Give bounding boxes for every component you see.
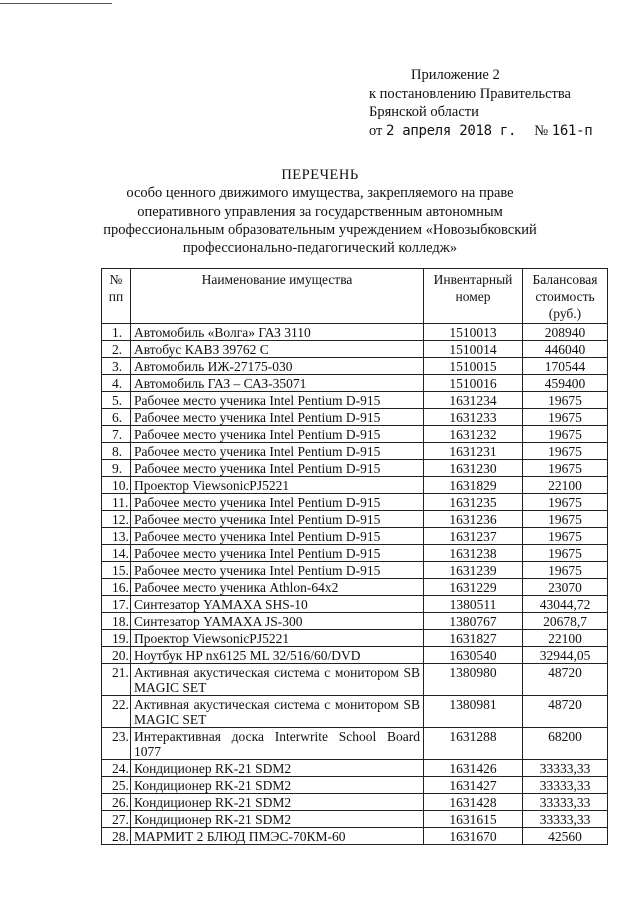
header-number xyxy=(102,269,131,324)
inventory-number-cell: 1380981 xyxy=(424,696,523,728)
property-table xyxy=(101,268,608,845)
inventory-number-cell: 1631427 xyxy=(424,777,523,794)
table-row xyxy=(102,794,608,811)
balance-cost-cell: 446040 xyxy=(523,341,608,358)
inventory-number-cell: 1631428 xyxy=(424,794,523,811)
document-subtitle-line-4: профессионально-педагогический колледж» xyxy=(182,240,458,257)
item-name-cell: МАРМИТ 2 БЛЮД ПМЭС-70КМ-60 xyxy=(131,828,424,845)
inventory-number-cell: 1510014 xyxy=(424,341,523,358)
header-cost-line-3: (руб.) xyxy=(548,306,582,321)
inventory-number-cell: 1631238 xyxy=(424,545,523,562)
inventory-number-cell: 1631233 xyxy=(424,409,523,426)
row-number-cell: 10. xyxy=(102,477,131,494)
inventory-number-cell: 1631231 xyxy=(424,443,523,460)
inventory-number-cell: 1631829 xyxy=(424,477,523,494)
item-name-cell: Рабочее место ученика Intel Pentium D-915 xyxy=(131,426,424,443)
balance-cost-cell: 43044,72 xyxy=(523,596,608,613)
item-name-cell: Автобус КАВЗ 39762 С xyxy=(131,341,424,358)
balance-cost-cell: 23070 xyxy=(523,579,608,596)
table-row xyxy=(102,630,608,647)
balance-cost-cell: 32944,05 xyxy=(523,647,608,664)
balance-cost-cell: 22100 xyxy=(523,630,608,647)
item-name-cell: Автомобиль ГАЗ – САЗ-35071 xyxy=(131,375,424,392)
table-row xyxy=(102,443,608,460)
balance-cost-cell: 19675 xyxy=(523,545,608,562)
table-row xyxy=(102,341,608,358)
table-row xyxy=(102,324,608,341)
item-name-cell: Проектор ViewsonicPJ5221 xyxy=(131,477,424,494)
item-name-cell: Автомобиль «Волга» ГАЗ 3110 xyxy=(131,324,424,341)
table-row xyxy=(102,511,608,528)
inventory-number-cell: 1510013 xyxy=(424,324,523,341)
table-row xyxy=(102,562,608,579)
row-number-cell: 12. xyxy=(102,511,131,528)
table-row xyxy=(102,613,608,630)
item-name-cell: Рабочее место ученика Intel Pentium D-915 xyxy=(131,392,424,409)
row-number-cell: 6. xyxy=(102,409,131,426)
item-name-cell: Синтезатор YAMAXA SHS-10 xyxy=(131,596,424,613)
document-subtitle-line-1: особо ценного движимого имущества, закрепляемого на праве xyxy=(126,185,514,202)
row-number-cell: 17. xyxy=(102,596,131,613)
inventory-number-cell: 1380980 xyxy=(424,664,523,696)
balance-cost-cell: 208940 xyxy=(523,324,608,341)
table-row xyxy=(102,728,608,760)
balance-cost-cell: 19675 xyxy=(523,528,608,545)
annex-region-line: Брянской области xyxy=(369,104,479,120)
item-name-cell: Рабочее место ученика Intel Pentium D-915 xyxy=(131,460,424,477)
balance-cost-cell: 20678,7 xyxy=(523,613,608,630)
balance-cost-cell: 33333,33 xyxy=(523,811,608,828)
inventory-number-cell: 1631235 xyxy=(424,494,523,511)
inventory-number-cell: 1510016 xyxy=(424,375,523,392)
document-heading: ПЕРЕЧЕНЬ xyxy=(281,167,359,183)
table-row xyxy=(102,647,608,664)
row-number-cell: 4. xyxy=(102,375,131,392)
balance-cost-cell: 48720 xyxy=(523,664,608,696)
annex-title: Приложение 2 xyxy=(411,67,500,83)
inventory-number-cell: 1630540 xyxy=(424,647,523,664)
table-row xyxy=(102,358,608,375)
header-inventory-number xyxy=(424,269,523,324)
item-name-cell: Ноутбук HP nx6125 ML 32/516/60/DVD xyxy=(131,647,424,664)
balance-cost-cell: 19675 xyxy=(523,409,608,426)
row-number-cell: 7. xyxy=(102,426,131,443)
row-number-cell: 19. xyxy=(102,630,131,647)
row-number-cell: 26. xyxy=(102,794,131,811)
header-inventory-line-2: номер xyxy=(455,289,491,304)
annex-date-handwritten: 2 апреля 2018 г. xyxy=(386,122,517,139)
table-row xyxy=(102,545,608,562)
annex-number-handwritten: 161-п xyxy=(551,122,593,139)
balance-cost-cell: 48720 xyxy=(523,696,608,728)
inventory-number-cell: 1631232 xyxy=(424,426,523,443)
table-row xyxy=(102,426,608,443)
document-subtitle-line-2: оперативного управления за государственным автономным xyxy=(137,203,503,220)
table-row xyxy=(102,375,608,392)
row-number-cell: 25. xyxy=(102,777,131,794)
inventory-number-cell: 1380767 xyxy=(424,613,523,630)
header-number-line-1: № xyxy=(109,272,123,287)
item-name-cell: Интерактивная доска Interwrite School Board 1077 xyxy=(131,728,424,760)
balance-cost-cell: 22100 xyxy=(523,477,608,494)
inventory-number-cell: 1631239 xyxy=(424,562,523,579)
balance-cost-cell: 68200 xyxy=(523,728,608,760)
balance-cost-cell: 19675 xyxy=(523,511,608,528)
table-row xyxy=(102,392,608,409)
balance-cost-cell: 33333,33 xyxy=(523,760,608,777)
balance-cost-cell: 19675 xyxy=(523,443,608,460)
table-row xyxy=(102,696,608,728)
row-number-cell: 5. xyxy=(102,392,131,409)
item-name-cell: Рабочее место ученика Athlon-64x2 xyxy=(131,579,424,596)
balance-cost-cell: 19675 xyxy=(523,494,608,511)
header-cost-line-2: стоимость xyxy=(535,289,595,304)
header-balance-cost xyxy=(523,269,608,324)
inventory-number-cell: 1631827 xyxy=(424,630,523,647)
row-number-cell: 9. xyxy=(102,460,131,477)
table-row xyxy=(102,579,608,596)
item-name-cell: Рабочее место ученика Intel Pentium D-915 xyxy=(131,443,424,460)
table-row xyxy=(102,596,608,613)
table-row xyxy=(102,409,608,426)
row-number-cell: 2. xyxy=(102,341,131,358)
item-name-cell: Кондиционер RK-21 SDM2 xyxy=(131,794,424,811)
annex-resolution-line: к постановлению Правительства xyxy=(369,85,571,102)
balance-cost-cell: 19675 xyxy=(523,392,608,409)
row-number-cell: 18. xyxy=(102,613,131,630)
inventory-number-cell: 1631236 xyxy=(424,511,523,528)
row-number-cell: 14. xyxy=(102,545,131,562)
inventory-number-cell: 1631288 xyxy=(424,728,523,760)
inventory-number-cell: 1631615 xyxy=(424,811,523,828)
row-number-cell: 11. xyxy=(102,494,131,511)
balance-cost-cell: 19675 xyxy=(523,460,608,477)
balance-cost-cell: 19675 xyxy=(523,562,608,579)
balance-cost-cell: 42560 xyxy=(523,828,608,845)
balance-cost-cell: 33333,33 xyxy=(523,777,608,794)
table-header-row xyxy=(102,269,608,324)
item-name-cell: Автомобиль ИЖ-27175-030 xyxy=(131,358,424,375)
table-row xyxy=(102,494,608,511)
table-row xyxy=(102,664,608,696)
table-row xyxy=(102,811,608,828)
row-number-cell: 21. xyxy=(102,664,131,696)
inventory-number-cell: 1631234 xyxy=(424,392,523,409)
table-row xyxy=(102,828,608,845)
header-cost-line-1: Балансовая xyxy=(532,272,598,287)
table-row xyxy=(102,477,608,494)
page-top-rule xyxy=(0,3,112,4)
item-name-cell: Рабочее место ученика Intel Pentium D-915 xyxy=(131,528,424,545)
item-name-cell: Рабочее место ученика Intel Pentium D-915 xyxy=(131,562,424,579)
item-name-cell: Синтезатор YAMAXA JS-300 xyxy=(131,613,424,630)
inventory-number-cell: 1510015 xyxy=(424,358,523,375)
annex-block xyxy=(369,66,639,140)
row-number-cell: 1. xyxy=(102,324,131,341)
row-number-cell: 27. xyxy=(102,811,131,828)
item-name-cell: Рабочее место ученика Intel Pentium D-915 xyxy=(131,494,424,511)
annex-date-line xyxy=(369,122,639,141)
row-number-cell: 16. xyxy=(102,579,131,596)
row-number-cell: 3. xyxy=(102,358,131,375)
balance-cost-cell: 170544 xyxy=(523,358,608,375)
annex-date-prefix: от xyxy=(369,122,383,139)
header-inventory-line-1: Инвентарный xyxy=(433,272,513,287)
annex-number-prefix: № xyxy=(534,122,549,139)
item-name-cell: Рабочее место ученика Intel Pentium D-915 xyxy=(131,545,424,562)
table-row xyxy=(102,760,608,777)
table-row xyxy=(102,777,608,794)
row-number-cell: 8. xyxy=(102,443,131,460)
inventory-number-cell: 1631230 xyxy=(424,460,523,477)
balance-cost-cell: 459400 xyxy=(523,375,608,392)
item-name-cell: Кондиционер RK-21 SDM2 xyxy=(131,777,424,794)
row-number-cell: 20. xyxy=(102,647,131,664)
row-number-cell: 23. xyxy=(102,728,131,760)
item-name-cell: Кондиционер RK-21 SDM2 xyxy=(131,760,424,777)
item-name-cell: Рабочее место ученика Intel Pentium D-915 xyxy=(131,409,424,426)
inventory-number-cell: 1631237 xyxy=(424,528,523,545)
document-subtitle-line-3: профессиональным образовательным учреждением «Новозыбковский xyxy=(103,221,537,238)
item-name-cell: Рабочее место ученика Intel Pentium D-915 xyxy=(131,511,424,528)
header-name: Наименование имущества xyxy=(131,269,424,324)
inventory-number-cell: 1631670 xyxy=(424,828,523,845)
item-name-cell: Проектор ViewsonicPJ5221 xyxy=(131,630,424,647)
inventory-number-cell: 1631229 xyxy=(424,579,523,596)
row-number-cell: 22. xyxy=(102,696,131,728)
row-number-cell: 28. xyxy=(102,828,131,845)
balance-cost-cell: 33333,33 xyxy=(523,794,608,811)
balance-cost-cell: 19675 xyxy=(523,426,608,443)
item-name-cell: Активная акустическая система с монитором SB MAGIC SET xyxy=(131,664,424,696)
header-number-line-2: пп xyxy=(108,289,124,304)
row-number-cell: 15. xyxy=(102,562,131,579)
item-name-cell: Кондиционер RK-21 SDM2 xyxy=(131,811,424,828)
table-row xyxy=(102,528,608,545)
row-number-cell: 13. xyxy=(102,528,131,545)
document-title-block xyxy=(100,166,540,257)
table-row xyxy=(102,460,608,477)
row-number-cell: 24. xyxy=(102,760,131,777)
inventory-number-cell: 1380511 xyxy=(424,596,523,613)
item-name-cell: Активная акустическая система с монитором SB MAGIC SET xyxy=(131,696,424,728)
inventory-number-cell: 1631426 xyxy=(424,760,523,777)
